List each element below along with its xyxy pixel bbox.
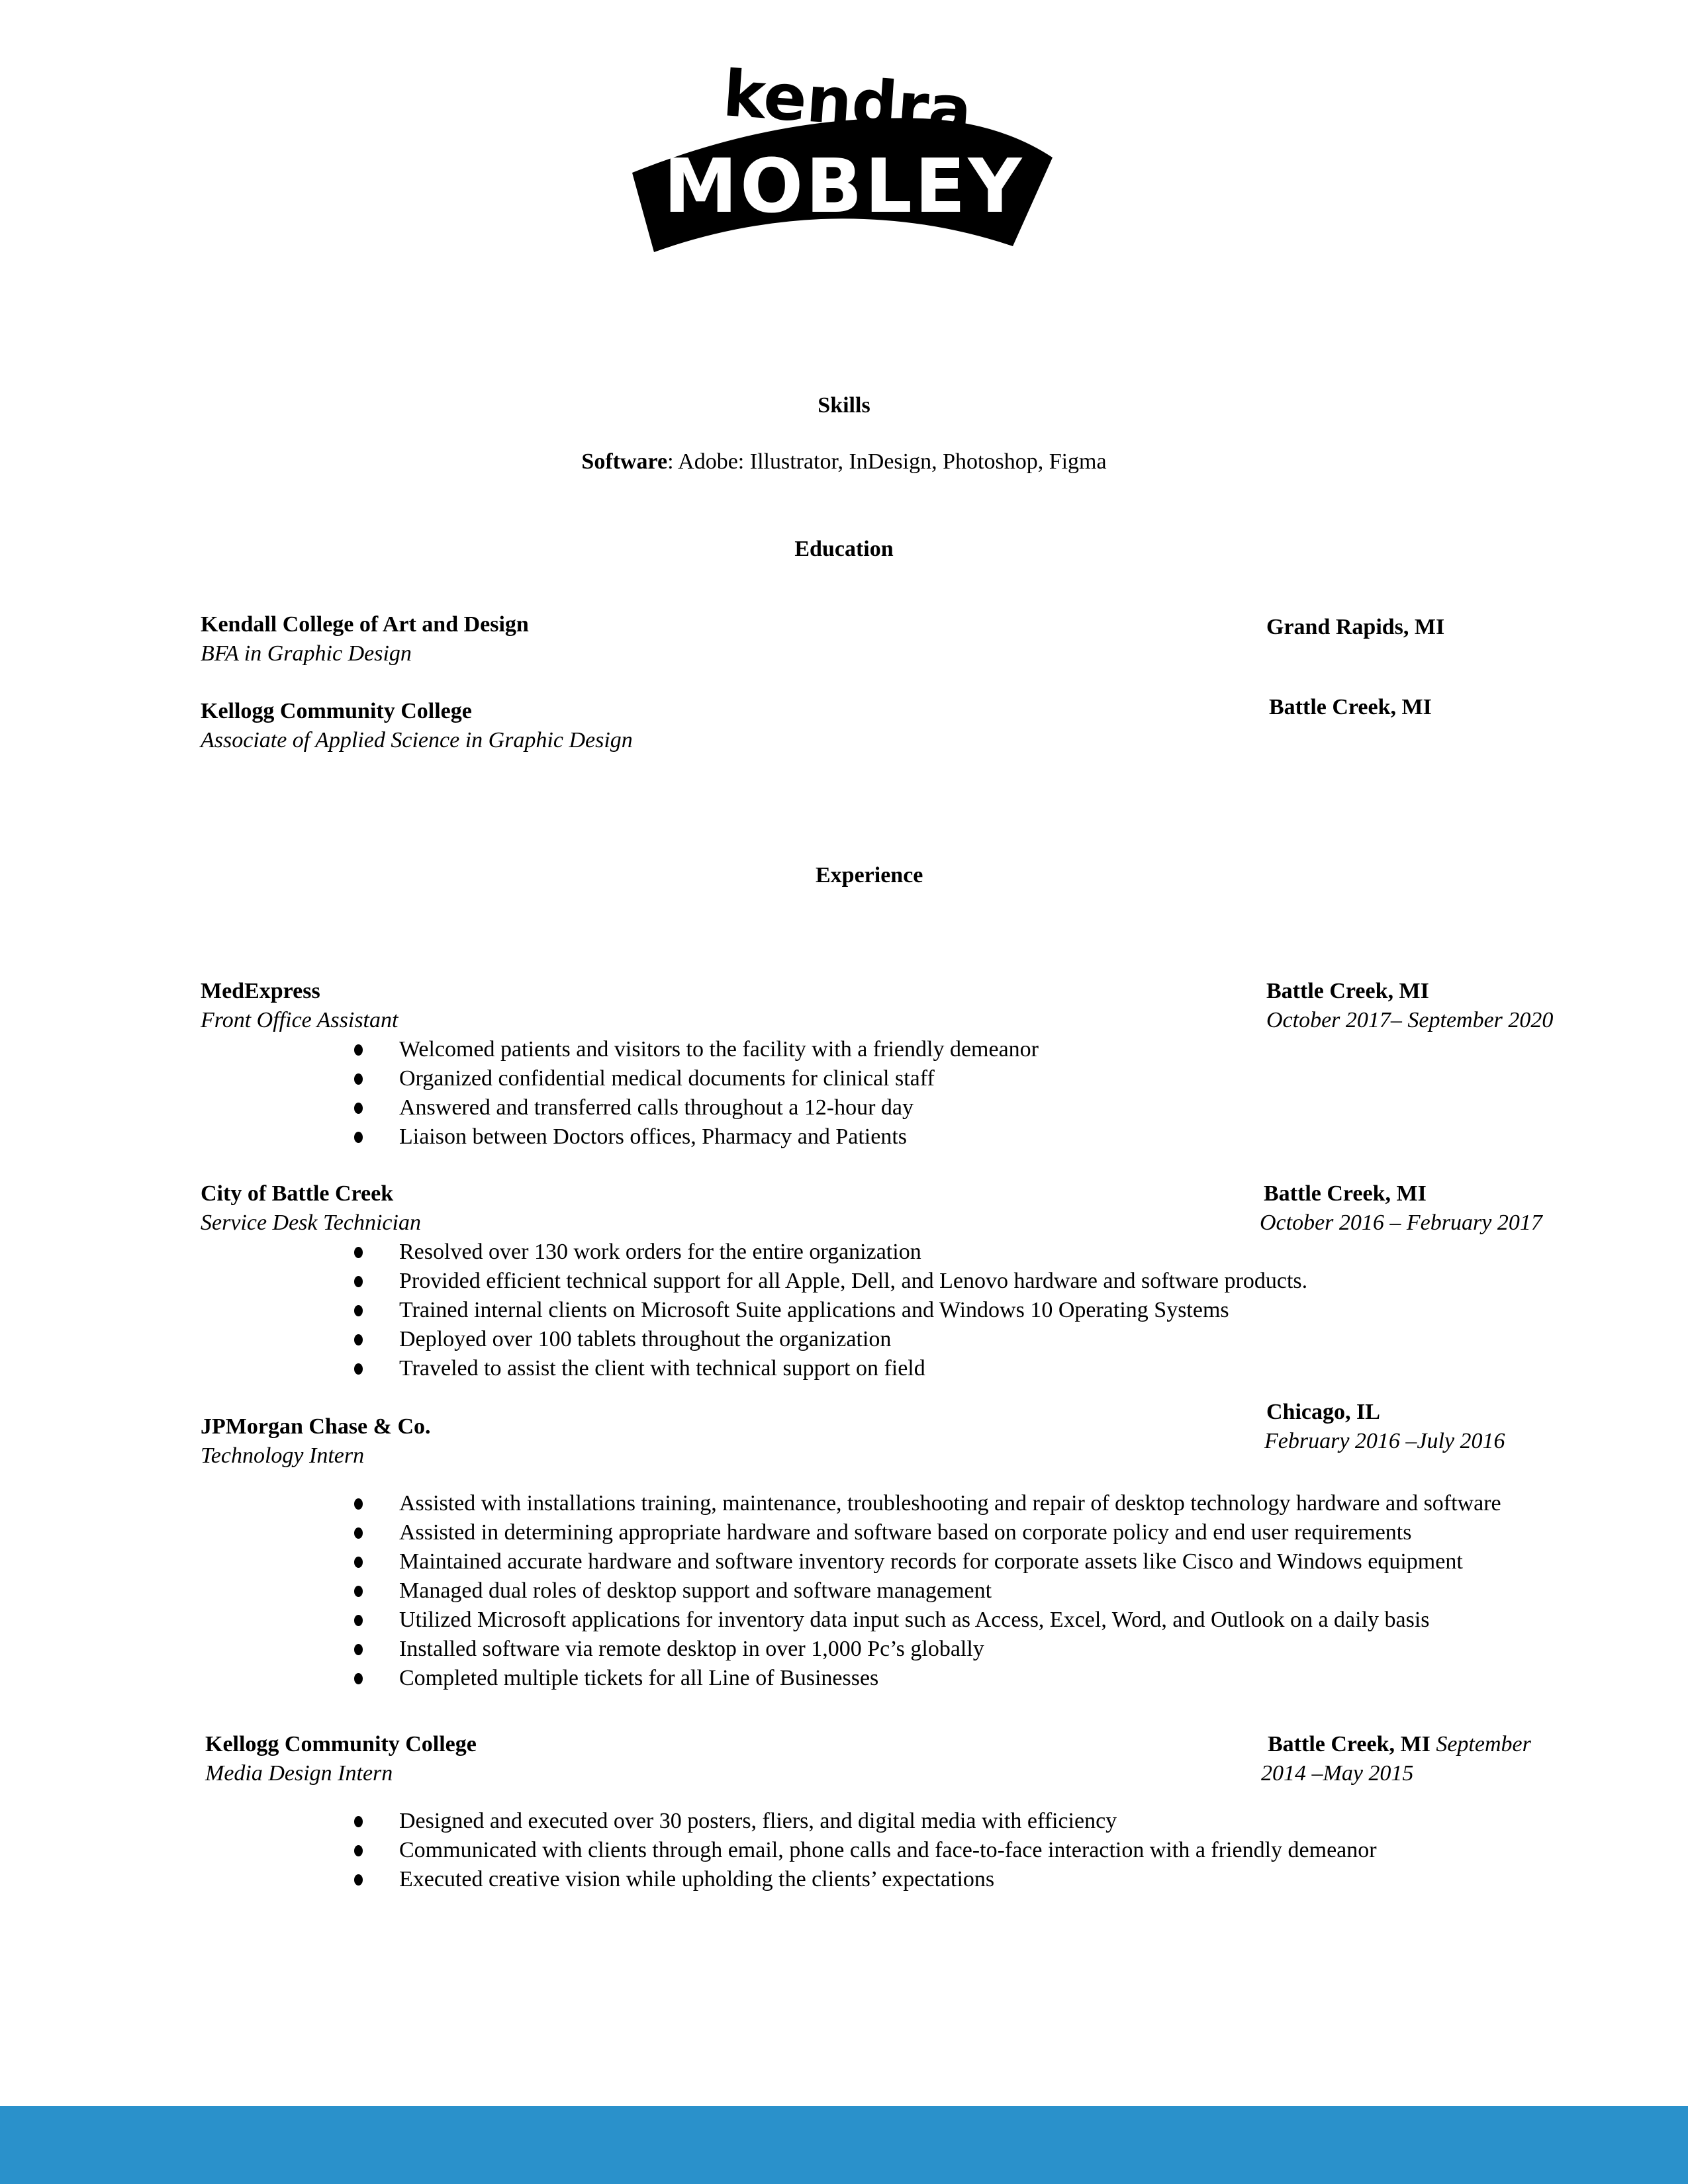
job-dates-end: 2014 –May 2015 — [1261, 1761, 1414, 1786]
bullet-dot-icon — [354, 1044, 363, 1056]
education-degree: BFA in Graphic Design — [201, 641, 412, 666]
job-bullet: Completed multiple tickets for all Line of Businesses — [354, 1664, 1501, 1693]
job-bullet: Traveled to assist the client with technical support on field — [354, 1354, 1307, 1383]
job-location: Battle Creek, MI — [1264, 1181, 1427, 1206]
job-bullet: Communicated with clients through email, phone calls and face-to-face interaction with a friendly demeanor — [354, 1836, 1377, 1865]
job-bullet: Managed dual roles of desktop support and software management — [354, 1576, 1501, 1606]
bullet-dot-icon — [354, 1845, 363, 1856]
job-bullet: Maintained accurate hardware and software inventory records for corporate assets like Cisco and Windows equipment — [354, 1547, 1501, 1576]
skills-software-label: Software — [581, 449, 668, 474]
job-bullet: Designed and executed over 30 posters, fliers, and digital media with efficiency — [354, 1807, 1377, 1836]
name-logo — [629, 50, 1066, 261]
bullet-dot-icon — [354, 1305, 363, 1316]
education-degree: Associate of Applied Science in Graphic Design — [201, 728, 633, 752]
job-title: Media Design Intern — [205, 1761, 393, 1786]
job-title: Service Desk Technician — [201, 1210, 421, 1235]
job-company: Kellogg Community College — [205, 1732, 477, 1756]
job-bullet: Executed creative vision while upholding the clients’ expectations — [354, 1865, 1377, 1894]
job-bullet: Answered and transferred calls throughout a 12-hour day — [354, 1093, 1039, 1122]
skills-software-value: : Adobe: Illustrator, InDesign, Photoshop, Figma — [667, 449, 1107, 474]
job-location: Chicago, IL — [1266, 1400, 1380, 1424]
job-bullet: Provided efficient technical support for all Apple, Dell, and Lenovo hardware and software products. — [354, 1267, 1307, 1296]
job-bullet: Installed software via remote desktop in over 1,000 Pc’s globally — [354, 1635, 1501, 1664]
job-bullet: Organized confidential medical documents for clinical staff — [354, 1064, 1039, 1093]
bullet-dot-icon — [354, 1247, 363, 1258]
job-company: City of Battle Creek — [201, 1181, 394, 1206]
bullet-dot-icon — [354, 1103, 363, 1114]
job-location: Battle Creek, MI — [1266, 979, 1429, 1003]
job-company: MedExpress — [201, 979, 320, 1003]
bullet-dot-icon — [354, 1276, 363, 1287]
job-bullet: Trained internal clients on Microsoft Suite applications and Windows 10 Operating Systems — [354, 1296, 1307, 1325]
logo-first-name: kendra — [720, 56, 974, 148]
job-bullet: Assisted with installations training, maintenance, troubleshooting and repair of desktop technology hardware and software — [354, 1489, 1501, 1518]
job-dates: October 2016 – February 2017 — [1260, 1210, 1542, 1235]
bullet-dot-icon — [354, 1673, 363, 1684]
job-bullet-list — [354, 1238, 1307, 1383]
bullet-dot-icon — [354, 1874, 363, 1886]
bullet-dot-icon — [354, 1132, 363, 1143]
logo-last-name: MOBLEY — [663, 144, 1025, 230]
education-school: Kendall College of Art and Design — [201, 612, 529, 637]
education-location: Battle Creek, MI — [1269, 695, 1432, 719]
skills-heading: Skills — [818, 393, 870, 418]
job-bullet-list — [354, 1489, 1501, 1693]
job-bullet: Utilized Microsoft applications for inventory data input such as Access, Excel, Word, and Outlook on a daily basis — [354, 1606, 1501, 1635]
job-location-dates — [1268, 1730, 1531, 1759]
bullet-dot-icon — [354, 1527, 363, 1539]
job-bullet: Assisted in determining appropriate hardware and software based on corporate policy and end user requirements — [354, 1518, 1501, 1547]
bullet-dot-icon — [354, 1334, 363, 1345]
experience-heading: Experience — [816, 863, 923, 887]
bullet-dot-icon — [354, 1498, 363, 1510]
job-bullet-list — [354, 1035, 1039, 1152]
job-title: Technology Intern — [201, 1443, 365, 1468]
education-school: Kellogg Community College — [201, 699, 472, 723]
footer-color-bar — [0, 2106, 1688, 2184]
job-bullet: Deployed over 100 tablets throughout the organization — [354, 1325, 1307, 1354]
job-bullet-list — [354, 1807, 1377, 1894]
bullet-dot-icon — [354, 1586, 363, 1597]
bullet-dot-icon — [354, 1073, 363, 1085]
bullet-dot-icon — [354, 1615, 363, 1626]
education-location: Grand Rapids, MI — [1266, 615, 1445, 639]
job-location: Battle Creek, MI — [1268, 1732, 1430, 1756]
bullet-dot-icon — [354, 1816, 363, 1827]
skills-software-line — [0, 447, 1688, 477]
job-bullet: Welcomed patients and visitors to the facility with a friendly demeanor — [354, 1035, 1039, 1064]
job-bullet: Liaison between Doctors offices, Pharmacy and Patients — [354, 1122, 1039, 1152]
bullet-dot-icon — [354, 1363, 363, 1375]
job-bullet: Resolved over 130 work orders for the entire organization — [354, 1238, 1307, 1267]
job-company: JPMorgan Chase & Co. — [201, 1414, 431, 1439]
job-dates-start: September — [1436, 1732, 1531, 1756]
bullet-dot-icon — [354, 1557, 363, 1568]
bullet-dot-icon — [354, 1644, 363, 1655]
education-heading: Education — [794, 537, 894, 561]
job-title: Front Office Assistant — [201, 1008, 399, 1032]
job-dates: October 2017– September 2020 — [1266, 1008, 1554, 1032]
job-dates: February 2016 –July 2016 — [1264, 1429, 1505, 1453]
